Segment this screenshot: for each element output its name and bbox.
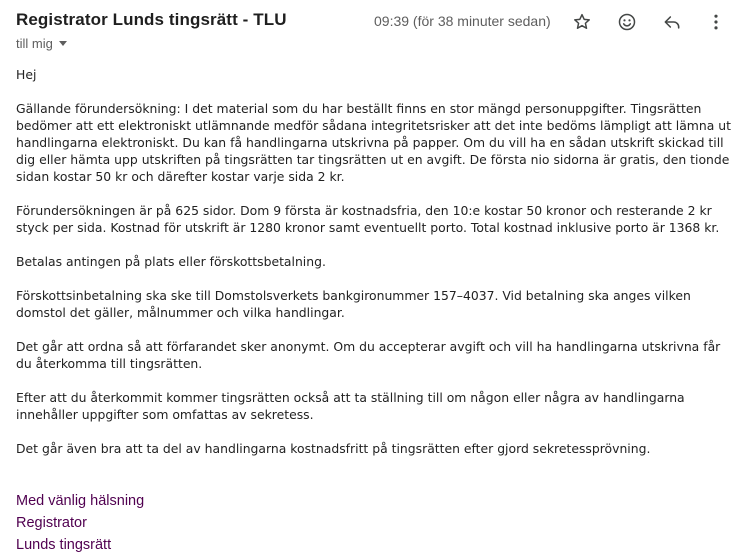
body-paragraph: Förskottsinbetalning ska ske till Domstolsverkets bankgironummer 157–4037. Vid betalning ska anges vilken domstol det gäller, målnummer och vilka handlingar. [16, 288, 691, 320]
star-button[interactable] [570, 10, 594, 34]
signature-org: Lunds tingsrätt [16, 537, 112, 553]
body-paragraph: Förundersökningen är på 625 sidor. Dom 9 första är kostnadsfria, den 10:e kostar 50 kronor och resterande 2 kr styck per sida. Kostnad för utskrift är 1280 kronor samt eventuellt porto. Total kostnad inklusive porto är 1368 kr. [16, 203, 720, 235]
recipient-label: till mig [16, 36, 53, 51]
signature [16, 490, 144, 556]
recipient-details-toggle[interactable] [16, 36, 67, 51]
add-reaction-button[interactable] [615, 10, 639, 34]
body-paragraph: Det går även bra att ta del av handlingarna kostnadsfritt på tingsrätten efter gjord sekretessprövning. [16, 441, 651, 456]
body-paragraph: Gällande förundersökning: I det material som du har beställt finns en stor mängd personuppgifter. Tingsrätten bedömer att ett elektroniskt utlämnande medför sådana integritetsrisker att det inte bedöms lämpligt att lämna ut handlingarna elektroniskt. Du kan få handlingarna utskrivna på papper. Om du vill ha en sådan utskrift skickad till dig eller hämta upp utskriften på tingsrätten tar tingsrätten ut en avgift. De första nio sidorna är gratis, den tionde sidan kostar 50 kr och därefter kostar varje sida 2 kr. [16, 101, 731, 184]
body-paragraph: Efter att du återkommit kommer tingsrätten också att ta ställning till om någon eller några av handlingarna innehåller uppgifter som omfattas av sekretess. [16, 390, 685, 422]
chevron-down-icon [59, 41, 67, 46]
body-paragraph: Betalas antingen på plats eller förskottsbetalning. [16, 254, 326, 269]
reply-icon [662, 12, 682, 32]
reply-button[interactable] [660, 10, 684, 34]
greeting: Hej [16, 67, 37, 82]
more-options-button[interactable] [704, 10, 728, 34]
message-timestamp: 09:39 (för 38 minuter sedan) [374, 13, 551, 29]
emoji-icon [617, 12, 637, 32]
body-paragraph: Det går att ordna så att förfarandet sker anonymt. Om du accepterar avgift och vill ha handlingarna utskrivna får du återkomma till tingsrätten. [16, 339, 721, 371]
more-vert-icon [706, 12, 726, 32]
message-body [16, 66, 732, 474]
signature-closing: Med vänlig hälsning [16, 493, 145, 509]
star-icon [572, 12, 592, 32]
message-header [0, 0, 746, 60]
signature-name: Registrator [16, 515, 87, 531]
sender-name[interactable]: Registrator Lunds tingsrätt - TLU [16, 10, 287, 29]
